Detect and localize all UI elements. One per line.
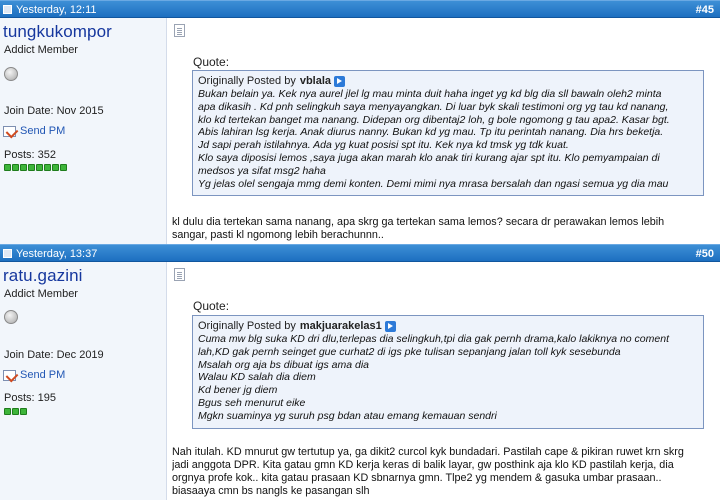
post-status-icon [3,249,12,258]
send-pm-label: Send PM [20,369,66,381]
username-link[interactable]: ratu.gazini [3,266,83,285]
send-pm-icon [3,126,16,137]
quote-line: Bukan belain ya. Kek nya aurel jlel lg mau minta duit haha inget yg kd blg dia sll bawaln oleh2 minta [198,88,662,100]
quote-line: Bgus seh menurut eike [198,396,306,409]
quote-line: Klo saya diposisi lemos ,saya juga akan marah klo anak tiri kurang ajar spt itu. Klo pemyampaian di [198,151,660,164]
reputation-bar [4,408,27,415]
offline-status-icon [4,67,18,81]
post-timestamp: Yesterday, 12:11 [16,4,97,16]
quote-line: Abis lahiran lsg kerja. Anak diurus nanny. Bukan kd yg mau. Tp itu perintah nanang. Dia hrs beketja. [198,126,664,139]
join-date: Join Date: Nov 2015 [4,105,104,117]
post-status-icon [3,5,12,14]
quote-author: vblala [299,75,332,87]
reputation-pip-icon [4,164,11,171]
reputation-pip-icon [20,164,27,171]
quote-prefix: Originally Posted by [198,320,296,332]
user-title: Addict Member [4,288,78,300]
quote-header [198,74,698,88]
user-info-panel [0,262,167,500]
reputation-pip-icon [20,408,27,415]
quote-box [192,315,704,429]
reputation-pip-icon [44,164,51,171]
post-count: Posts: 195 [4,392,56,404]
quote-line: Msalah org aja bs dibuat igs ama dia [198,358,370,371]
reputation-pip-icon [4,408,11,415]
post-number-link[interactable]: #50 [695,248,714,260]
post-count: Posts: 352 [4,149,56,161]
quote-prefix: Originally Posted by [198,75,296,87]
reply-text [172,216,712,242]
quote-line: Cuma mw blg suka KD dri dlu,terlepas dia selingkuh,tpi dia gak pernh drama,kalo lakiknya no coment [198,333,669,345]
reply-line: kl dulu dia tertekan sama nanang, apa skrg ga tertekan sama lemos? secara dr perawakan lemos lebih [172,216,665,228]
post-header [0,244,720,262]
quote-line: klo kd tertekan banget ma nanang. Didepan org dibentaj2 loh, g bole ngomong g tau apa2. Kasar bgt. [198,113,670,126]
reply-line: sangar, pasti kl ngomong lebih berachunnn.. [172,229,384,241]
quote-label: Quote: [193,55,230,69]
reputation-pip-icon [12,164,19,171]
quote-line: lah,KD gak pernh seinget gue curhat2 di igs pke tulisan sepanjang jalan toll kyk sesebunda [198,345,621,358]
post-document-icon [174,24,185,37]
post-timestamp: Yesterday, 13:37 [16,248,98,260]
reputation-pip-icon [28,164,35,171]
reputation-bar [4,164,67,171]
reputation-pip-icon [36,164,43,171]
reply-line: orgnya profe kok.. kita gatau prasaan KD sbnarnya gmn. Tlpe2 yg mendem & gasuka umbar prasaan.. [172,472,662,484]
reply-line: Nah itulah. KD mnurut gw tertutup ya, ga dikit2 curcol kyk bundadari. Pastilah cape & pikiran ruwet krn skrg [172,446,684,458]
reply-text [172,446,712,498]
post-number-link[interactable]: #45 [695,4,714,16]
quote-box [192,70,704,196]
quote-author: makjuarakelas1 [299,320,382,332]
post-header [0,0,720,18]
reply-line: jadi anggota DPR. Kita gatau gmn KD kerja keras di balik layar, gw posthink aja klo KD pastilah kerja, dia [172,459,674,471]
quote-header [198,319,698,333]
send-pm-link[interactable] [3,125,65,137]
quote-text [198,333,698,423]
join-date: Join Date: Dec 2019 [4,349,104,361]
offline-status-icon [4,310,18,324]
reputation-pip-icon [12,408,19,415]
quote-line: medsos ya sifat msg2 haha [198,164,326,177]
quote-line: Kd bener jg diem [198,384,278,397]
quote-line: Mgkn suaminya yg suruh psg bdan atau emang kemauan sendri [198,409,497,422]
quote-label: Quote: [193,299,230,313]
reputation-pip-icon [52,164,59,171]
send-pm-icon [3,370,16,381]
send-pm-link[interactable] [3,369,65,381]
user-info-panel [0,18,167,244]
post-document-icon [174,268,185,281]
user-title: Addict Member [4,44,78,56]
view-post-arrow-icon[interactable] [385,321,396,332]
reply-line: biasaaya cmn bs nangls ke pasangan slh [172,485,370,497]
quote-line: Walau KD salah dia diem [198,371,316,384]
quote-line: Jd sapi perah istilahnya. Ada yg kuat posisi spt itu. Kek nya kd tmsk yg tdk kuat. [198,139,569,152]
reputation-pip-icon [60,164,67,171]
quote-line: apa dikasih . Kd pnh selingkuh saya menyayangkan. Di luar byk skali testimoni org yg tau kd nanang, [198,100,669,113]
quote-line: Yg jelas olel sengaja mmg demi konten. Demi mimi nya mrasa bersalah dan ngasi semua yg dia mau [198,177,669,190]
view-post-arrow-icon[interactable] [334,76,345,87]
send-pm-label: Send PM [20,125,66,137]
quote-text [198,88,698,190]
username-link[interactable]: tungkukompor [3,22,112,41]
